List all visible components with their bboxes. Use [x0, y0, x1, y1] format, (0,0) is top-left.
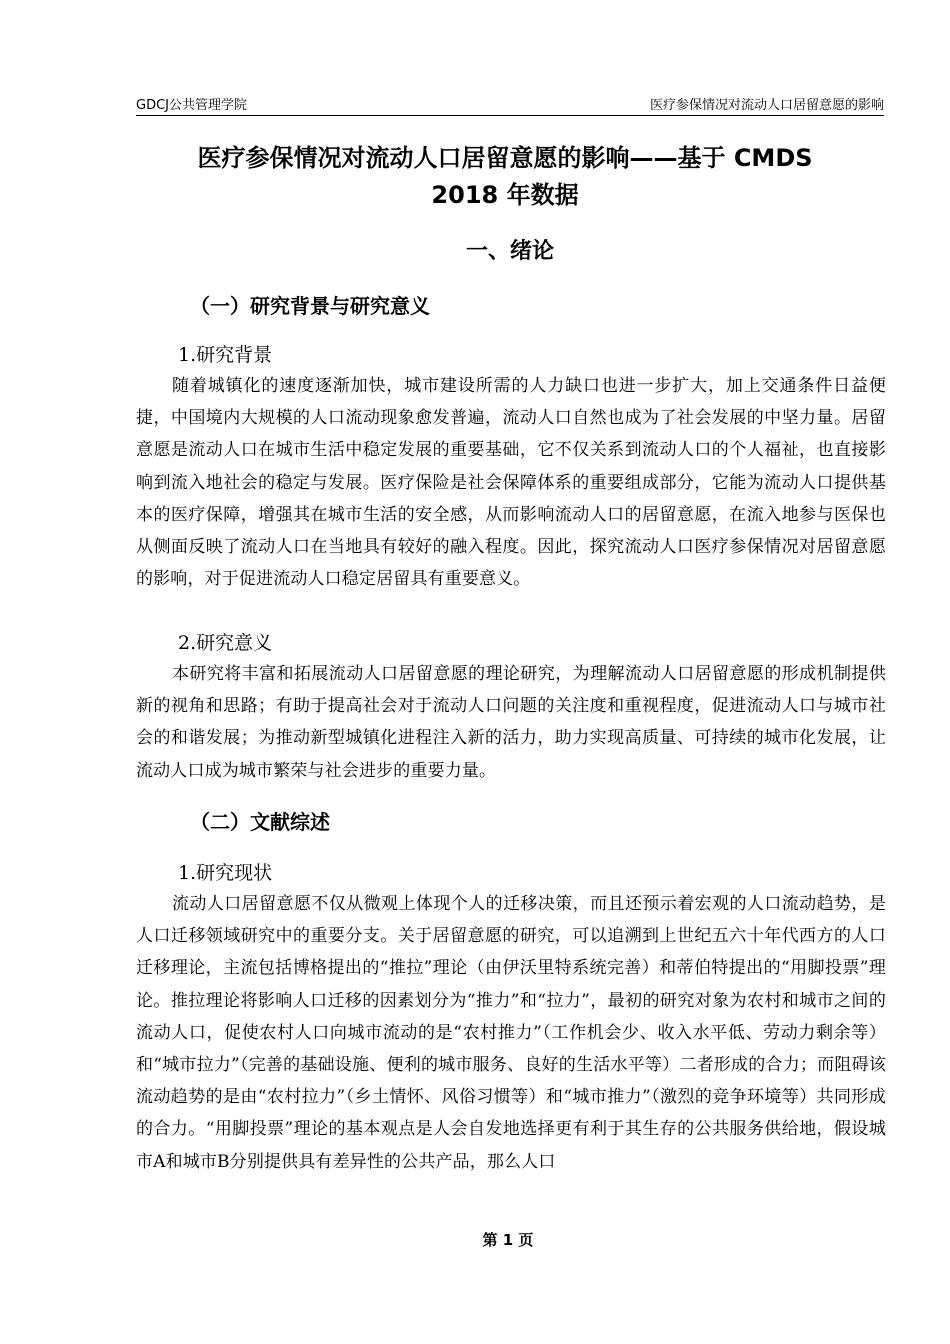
part-heading-research-background: 1.研究背景 — [178, 344, 273, 366]
section-heading-introduction: 一、绪论 — [465, 239, 554, 264]
paragraph-research-background: 随着城镇化的速度逐渐加快，城市建设所需的人力缺口也进一步扩大，加上交通条件日益便捷，中国境内大规模的人口流动现象愈发普遍，流动人口自然也成为了社会发展的中坚力量。居留意愿是流动人口在城市生活中稳定发展的重要基础，它不仅关系到流动人口的个人福祉，也直接影响到流入地社会的稳定与发展。医疗保险是社会保障体系的重要组成部分，它能为流动人口提供基本的医疗保障，增强其在城市生活的安全感，从而影响流动人口的居留意愿，在流入地参与医保也从侧面反映了流动人口在当地具有较好的融入程度。因此，探究流动人口医疗参保情况对居留意愿的影响，对于促进流动人口稳定居留具有重要意义。 — [136, 376, 886, 590]
paragraph-research-significance: 本研究将丰富和拓展流动人口居留意愿的理论研究，为理解流动人口居留意愿的形成机制提供新的视角和思路；有助于提高社会对于流动人口问题的关注度和重视程度，促进流动人口与城市社会的和谐发展；为推动新型城镇化进程注入新的活力，助力实现高质量、可持续的城市化发展，让流动人口成为城市繁荣与社会进步的重要力量。 — [136, 664, 886, 781]
paragraph-research-status: 流动人口居留意愿不仅从微观上体现个人的迁移决策，而且还预示着宏观的人口流动趋势，是人口迁移领域研究中的重要分支。关于居留意愿的研究，可以追溯到上世纪五六十年代西方的人口迁移理论，主流包括博格提出的“推拉”理论（由伊沃里特系统完善）和蒂伯特提出的“用脚投票”理论。推拉理论将影响人口迁移的因素划分为“推力”和“拉力”，最初的研究对象为农村和城市之间的流动人口，促使农村人口向城市流动的是“农村推力”（工作机会少、收入水平低、劳动力剩余等）和“城市拉力”（完善的基础设施、便利的城市服务、良好的生活水平等）二者形成的合力；而阻碍该流动趋势的是由“农村拉力”（乡土情怀、风俗习惯等）和“城市推力”（激烈的竞争环境等）共同形成的合力。“用脚投票”理论的基本观点是人会自发地选择更有利于其生存的公共服务供给地，假设城市A和城市B分别提供具有差异性的公共产品，那么人口 — [136, 894, 886, 1172]
header-institution: GDCJ公共管理学院 — [136, 97, 247, 113]
part-heading-research-status: 1.研究现状 — [178, 862, 273, 884]
subsection-heading-background-significance: （一）研究背景与研究意义 — [190, 294, 430, 318]
header-divider — [136, 115, 884, 116]
subsection-heading-literature-review: （二）文献综述 — [190, 810, 330, 834]
part-heading-research-significance: 2.研究意义 — [178, 632, 273, 654]
paper-title — [80, 140, 930, 214]
title-line-1: 医疗参保情况对流动人口居留意愿的影响——基于 CMDS — [197, 144, 813, 172]
title-line-2: 2018 年数据 — [431, 181, 579, 209]
header-paper-title: 医疗参保情况对流动人口居留意愿的影响 — [649, 97, 884, 113]
page-number: 第 1 页 — [482, 1231, 534, 1249]
running-header — [136, 93, 884, 113]
